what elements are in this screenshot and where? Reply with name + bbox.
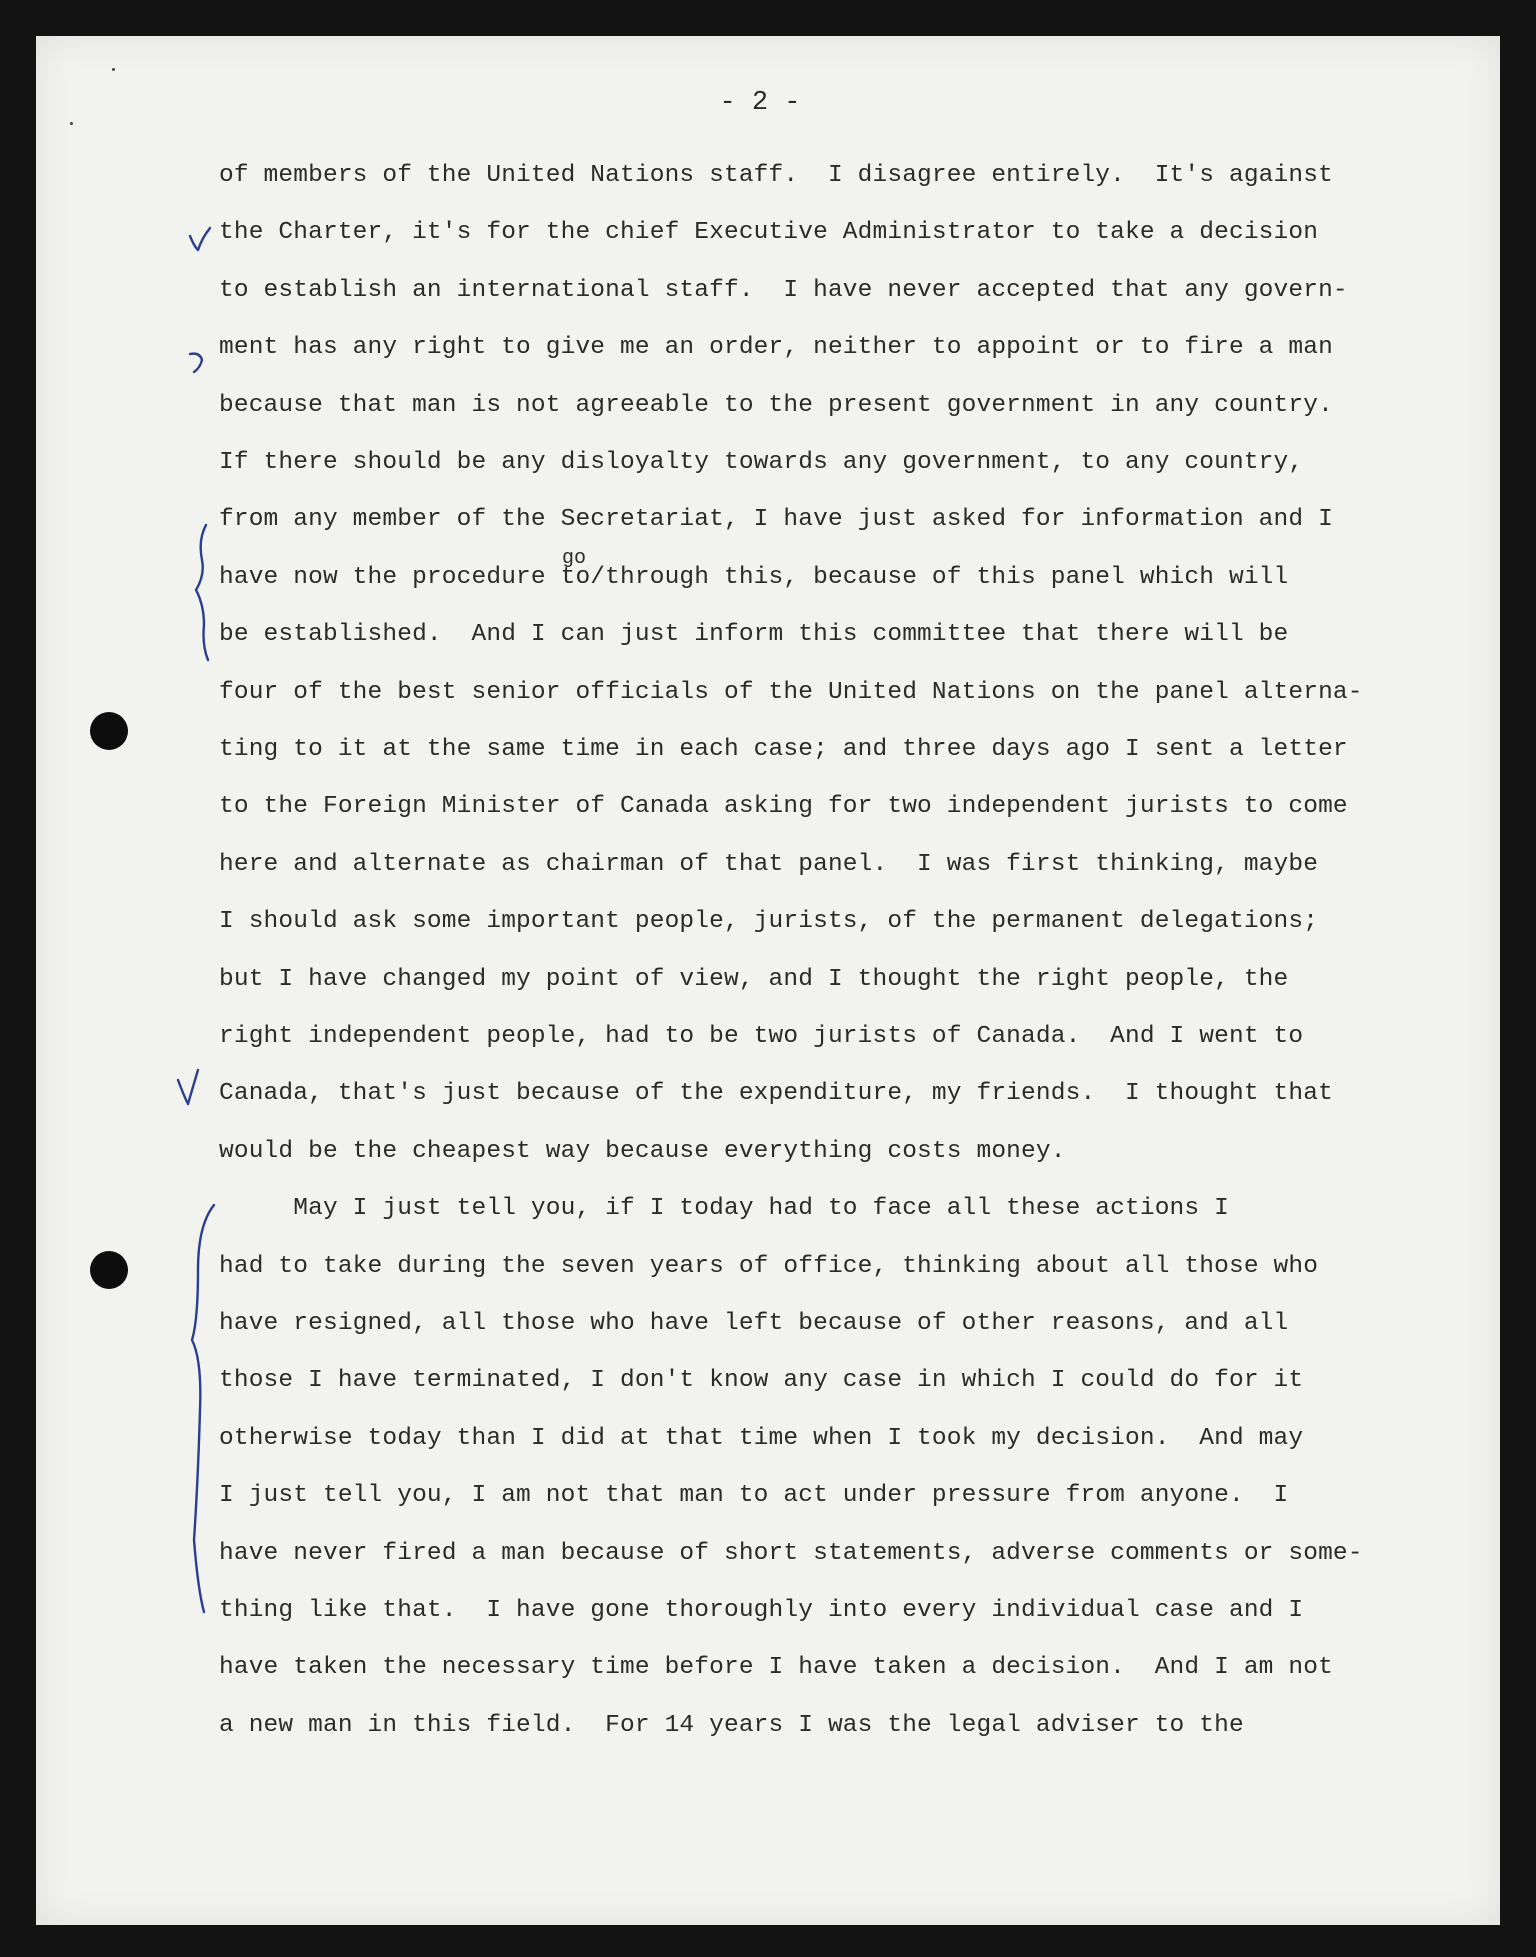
punch-hole-top <box>90 712 128 750</box>
page-number: - 2 - <box>719 88 801 118</box>
text-line: I should ask some important people, jurists, of the permanent delegations; <box>219 908 1319 936</box>
text-line: here and alternate as chairman of that panel. I was first thinking, maybe <box>219 850 1319 878</box>
text-line: of members of the United Nations staff. I disagree entirely. It's against <box>219 162 1333 189</box>
text-line: right independent people, had to be two jurists of Canada. And I went to <box>219 1023 1304 1050</box>
text-line: May I just tell you, if I today had to face all these actions I <box>219 1195 1229 1223</box>
text-line: those I have terminated, I don't know any case in which I could do for it <box>219 1367 1304 1395</box>
interlinear-insertion: go <box>562 547 587 570</box>
text-line: have now the procedure to/through this, because of this panel which will <box>219 563 1289 591</box>
dust-speck <box>112 68 115 71</box>
text-line: ting to it at the same time in each case; and three days ago I sent a letter <box>219 736 1348 763</box>
text-line: four of the best senior officials of the United Nations on the panel alterna- <box>219 678 1363 706</box>
text-line: otherwise today than I did at that time when I took my decision. And may <box>219 1424 1304 1452</box>
text-line: because that man is not agreeable to the present government in any country. <box>219 391 1333 419</box>
text-line: have resigned, all those who have left because of other reasons, and all <box>219 1310 1289 1337</box>
punch-hole-bottom <box>90 1251 128 1289</box>
text-line: thing like that. I have gone thoroughly into every individual case and I <box>219 1597 1304 1624</box>
text-line: had to take during the seven years of office, thinking about all those who <box>219 1252 1319 1280</box>
text-line: would be the cheapest way because everything costs money. <box>219 1137 1066 1165</box>
text-line: have taken the necessary time before I have taken a decision. And I am not <box>219 1654 1333 1682</box>
text-line: be established. And I can just inform this committee that there will be <box>219 621 1289 649</box>
text-line: to establish an international staff. I have never accepted that any govern- <box>219 276 1348 304</box>
text-line: If there should be any disloyalty towards any government, to any country, <box>219 449 1304 476</box>
text-line: to the Foreign Minister of Canada asking for two independent jurists to come <box>219 793 1348 821</box>
text-line: but I have changed my point of view, and I thought the right people, the <box>219 965 1289 993</box>
dust-speck <box>70 122 73 125</box>
text-line: I just tell you, I am not that man to act under pressure from anyone. I <box>219 1482 1289 1510</box>
text-line: the Charter, it's for the chief Executive Administrator to take a decision <box>219 219 1319 247</box>
text-line: have never fired a man because of short statements, adverse comments or some- <box>219 1539 1363 1567</box>
text-line: Canada, that's just because of the expenditure, my friends. I thought that <box>219 1080 1333 1108</box>
text-line: a new man in this field. For 14 years I was the legal adviser to the <box>219 1711 1244 1739</box>
text-line: from any member of the Secretariat, I have just asked for information and I <box>219 506 1333 534</box>
text-line: ment has any right to give me an order, neither to appoint or to fire a man <box>219 334 1333 362</box>
